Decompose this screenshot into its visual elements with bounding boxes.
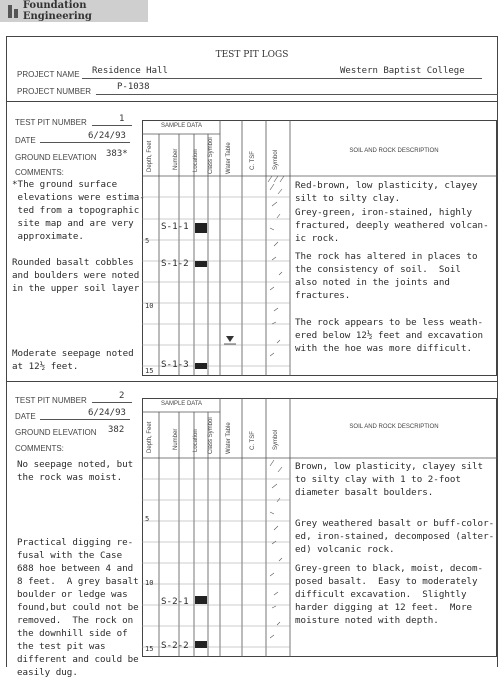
description: Red-brown, low plasticity, clayey silt to silty clay.: [295, 180, 478, 204]
pit-number-line: [92, 115, 132, 126]
header-divider: [6, 101, 498, 102]
sample-data-header: SAMPLE DATA: [160, 401, 203, 407]
project-number-value: P-1038: [117, 82, 150, 92]
elevation-label: GROUND ELEVATION: [15, 428, 97, 437]
pit-number-label: TEST PIT NUMBER: [15, 396, 87, 405]
project-number-line: [96, 82, 498, 95]
date-label: DATE: [15, 412, 36, 421]
pit-number-line: [92, 392, 132, 403]
column-class-symbol: Class Symbol: [208, 417, 214, 454]
company-logo: [0, 0, 148, 22]
column-number: Number: [173, 148, 179, 170]
sample-label: S-2-2: [161, 640, 189, 651]
column-class-symbol: Class Symbol: [208, 137, 214, 174]
depth-mark: 15: [145, 645, 154, 653]
sample-label: S-1-3: [161, 359, 189, 370]
comments-label: COMMENTS:: [15, 168, 64, 177]
project-name-label: PROJECT NAME: [17, 70, 80, 79]
form-title: TEST PIT LOGS: [215, 50, 289, 60]
column-water-table: Water Table: [226, 142, 232, 174]
description: Grey weathered basalt or buff-color- ed, iron-stained, decomposed (alter- ed) volcanic rock.: [295, 518, 495, 555]
date-label: DATE: [15, 136, 36, 145]
column-location: Location: [193, 149, 199, 172]
description: The rock appears to be less weath- ered below 12½ feet and excavation with the hoe was more difficult.: [295, 317, 484, 354]
pit-divider: [6, 381, 498, 382]
elevation-value: 382: [108, 425, 125, 435]
soil-rock-header: SOIL AND ROCK DESCRIPTION: [349, 424, 439, 430]
client-name: Western Baptist College: [340, 66, 465, 76]
column-number: Number: [173, 428, 179, 450]
column-symbol: Symbol: [273, 429, 279, 450]
sample-label: S-1-2: [161, 258, 189, 269]
description: The rock has altered in places to the consistency of soil. Soil also noted in the joints and fractures.: [295, 251, 478, 301]
column-depth: Depth, Feet: [147, 140, 153, 172]
sample-label: S-2-1: [161, 596, 189, 607]
comments-text: No seepage noted, but the rock was moist. Practical digging re- fusal with the Case 688 hoe between 4 and 8 feet. A grey basalt boulder or ledge was found,but could not be removed. The rock on the downhill side of the test pit was different and could be easily dug.: [17, 459, 139, 678]
column-symbol: Symbol: [273, 149, 279, 170]
description: Grey-green to black, moist, decom- posed basalt. Easy to moderately difficult excavation. Slightly harder digging at 12 feet. More moisture noted with depth.: [295, 563, 484, 626]
sample-data-header: SAMPLE DATA: [160, 123, 203, 129]
column-water-table: Water Table: [226, 422, 232, 454]
depth-mark: 5: [145, 515, 150, 523]
column-c-tsf: C. TSF: [250, 431, 256, 450]
pit-number-label: TEST PIT NUMBER: [15, 118, 87, 127]
date-value: 6/24/93: [88, 131, 126, 141]
soil-rock-header: SOIL AND ROCK DESCRIPTION: [349, 148, 439, 154]
logo-icon: [6, 4, 19, 18]
column-depth: Depth, Feet: [147, 421, 153, 453]
pit-number-value: 2: [119, 391, 125, 401]
comments-label: COMMENTS:: [15, 444, 64, 453]
depth-mark: 5: [145, 237, 150, 245]
depth-mark: 15: [145, 367, 154, 375]
depth-mark: 10: [145, 302, 154, 310]
project-number-label: PROJECT NUMBER: [17, 87, 92, 96]
comments-text: *The ground surface elevations were estima- ted from a topographic site map and are very approximate. Rounded basalt cobbles and boulders were noted in the upper soil layer Moderate seepage noted at 12½ feet.: [12, 179, 145, 372]
company-name: Foundation Engineering: [22, 0, 92, 22]
elevation-value: 383*: [106, 149, 128, 159]
column-c-tsf: C. TSF: [250, 151, 256, 170]
description: Grey-green, iron-stained, highly fractured, deeply weathered volcan- ic rock.: [295, 207, 489, 244]
pit-number-value: 1: [119, 114, 125, 124]
elevation-label: GROUND ELEVATION: [15, 153, 97, 162]
column-location: Location: [193, 429, 199, 452]
date-value: 6/24/93: [88, 408, 126, 418]
sample-label: S-1-1: [161, 221, 189, 232]
project-name-value: Residence Hall: [92, 66, 168, 76]
description: Brown, low plasticity, clayey silt to silty clay with 1 to 2-foot diameter basalt boulders.: [295, 461, 484, 498]
depth-mark: 10: [145, 579, 154, 587]
